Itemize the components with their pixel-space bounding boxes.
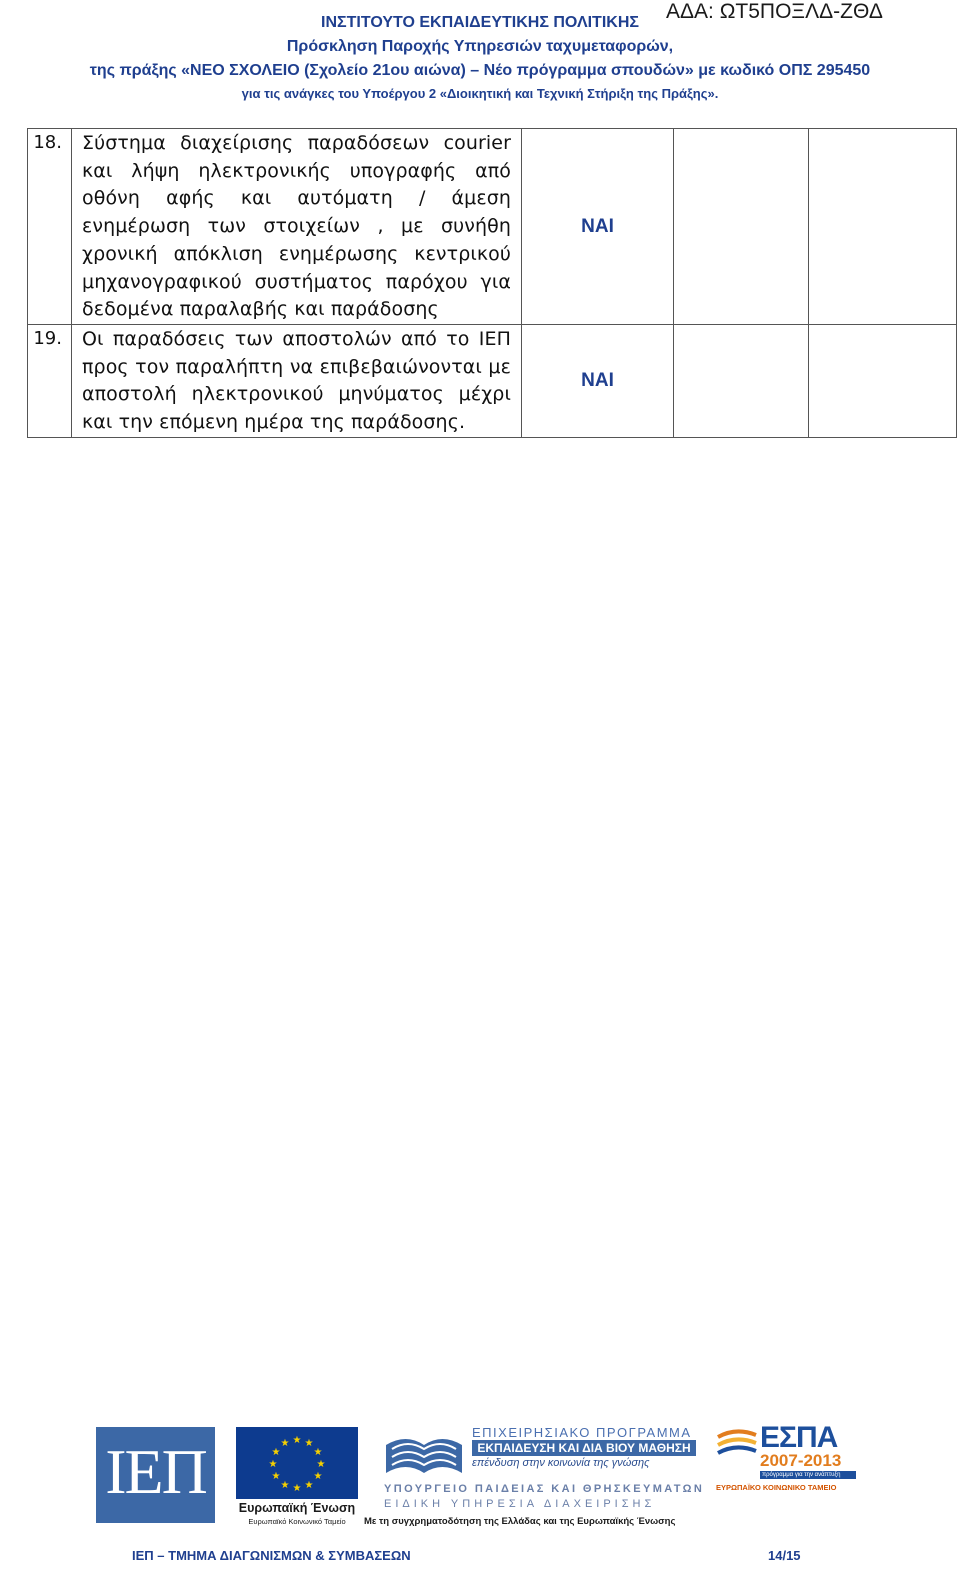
espa-logo-footer: ΕΥΡΩΠΑΪΚΟ ΚΟΙΝΩΝΙΚΟ ΤΑΜΕΙΟ <box>716 1483 837 1492</box>
svg-text:★: ★ <box>271 1471 281 1482</box>
row-number: 18. <box>28 129 72 325</box>
table-row <box>28 129 957 325</box>
table-row <box>28 325 957 438</box>
espa-logo-title: ΕΣΠΑ <box>760 1421 838 1454</box>
svg-text:★: ★ <box>316 1459 326 1470</box>
op-logo-line2: ΕΚΠΑΙΔΕΥΣΗ ΚΑΙ ΔΙΑ ΒΙΟΥ ΜΑΘΗΣΗ <box>472 1440 696 1456</box>
svg-text:★: ★ <box>313 1447 323 1458</box>
svg-text:★: ★ <box>304 1480 314 1491</box>
cofunding-text: Με τη συγχρηματοδότηση της Ελλάδας και της Ευρωπαϊκής Ένωσης <box>364 1516 676 1527</box>
row-answer: ΝΑΙ <box>522 129 674 325</box>
iep-logo <box>96 1427 215 1523</box>
espa-logo-years: 2007-2013 <box>760 1451 842 1470</box>
eu-logo-subtitle: Ευρωπαϊκό Κοινωνικό Ταμείο <box>248 1517 346 1526</box>
espa-logo-tagline: πρόγραμμα για την ανάπτυξη <box>760 1471 856 1479</box>
iep-logo-text: ΙΕΠ <box>105 1436 206 1507</box>
row-description: Οι παραδόσεις των αποστολών από το ΙΕΠ προς τον παραλήπτη να επιβεβαιώνονται με αποστολή ηλεκτρονικού μηνύματος μέχρι και την επόμενη ημέρα της παράδοσης. <box>72 325 522 438</box>
footer-department: ΙΕΠ – ΤΜΗΜΑ ΔΙΑΓΩΝΙΣΜΩΝ & ΣΥΜΒΑΣΕΩΝ <box>132 1548 411 1563</box>
requirements-table <box>27 128 957 438</box>
header-institute: ΙΝΣΤΙΤΟΥΤΟ ΕΚΠΑΙΔΕΥΤΙΚΗΣ ΠΟΛΙΤΙΚΗΣ <box>321 14 639 31</box>
row-empty-cell <box>674 129 809 325</box>
svg-text:★: ★ <box>271 1447 281 1458</box>
svg-text:★: ★ <box>313 1471 323 1482</box>
espa-wave-icon <box>716 1427 758 1465</box>
row-empty-cell <box>809 129 957 325</box>
page-number: 14/15 <box>768 1548 801 1563</box>
eu-logo-title: Ευρωπαϊκή Ένωση <box>238 1501 356 1515</box>
svg-text:★: ★ <box>280 1438 290 1449</box>
ada-code: ΑΔΑ: ΩΤ5ΠΟΞΛΔ-ΖΘΔ <box>666 0 883 23</box>
row-number: 19. <box>28 325 72 438</box>
header-subproject: για τις ανάγκες του Υποέργου 2 «Διοικητική και Τεχνική Στήριξη της Πράξης». <box>241 86 719 101</box>
svg-text:★: ★ <box>292 1435 302 1446</box>
row-answer: ΝΑΙ <box>522 325 674 438</box>
row-description: Σύστημα διαχείρισης παραδόσεων courier και λήψη ηλεκτρονικής υπογραφής από οθόνη αφής και αυτόματη / άμεση ενημέρωση των στοιχείων , με συνήθη χρονική απόκλιση ενημέρωσης κεντρικού μηχανογραφικού συστήματος παρόχου για δεδομένα παραλαβής και παράδοσης <box>72 129 522 325</box>
svg-text:★: ★ <box>304 1438 314 1449</box>
svg-text:★: ★ <box>292 1483 302 1494</box>
svg-text:★: ★ <box>268 1459 278 1470</box>
header-call-title: Πρόσκληση Παροχής Υπηρεσιών ταχυμεταφορών, <box>286 38 674 55</box>
op-logo-line5: ΕΙΔΙΚΗ ΥΠΗΡΕΣΙΑ ΔΙΑΧΕΙΡΙΣΗΣ <box>384 1498 656 1510</box>
header-project: της πράξης «ΝΕΟ ΣΧΟΛΕΙΟ (Σχολείο 21ου αιώνα) – Νέο πρόγραμμα σπουδών» με κωδικό ΟΠΣ 295450 <box>89 62 871 79</box>
row-empty-cell <box>674 325 809 438</box>
op-logo-line4: ΥΠΟΥΡΓΕΙΟ ΠΑΙΔΕΙΑΣ ΚΑΙ ΘΡΗΣΚΕΥΜΑΤΩΝ <box>384 1483 705 1495</box>
eu-logo <box>236 1427 358 1527</box>
espa-logo <box>716 1421 856 1497</box>
op-logo-line3: επένδυση στην κοινωνία της γνώσης <box>472 1457 650 1469</box>
row-empty-cell <box>809 325 957 438</box>
svg-text:★: ★ <box>280 1480 290 1491</box>
op-book-icon <box>384 1425 464 1479</box>
eu-flag-icon <box>236 1427 358 1499</box>
op-education-logo <box>364 1425 705 1527</box>
funding-logos <box>96 1421 856 1533</box>
op-logo-line1: ΕΠΙΧΕΙΡΗΣΙΑΚΟ ΠΡΟΓΡΑΜΜΑ <box>472 1425 692 1440</box>
